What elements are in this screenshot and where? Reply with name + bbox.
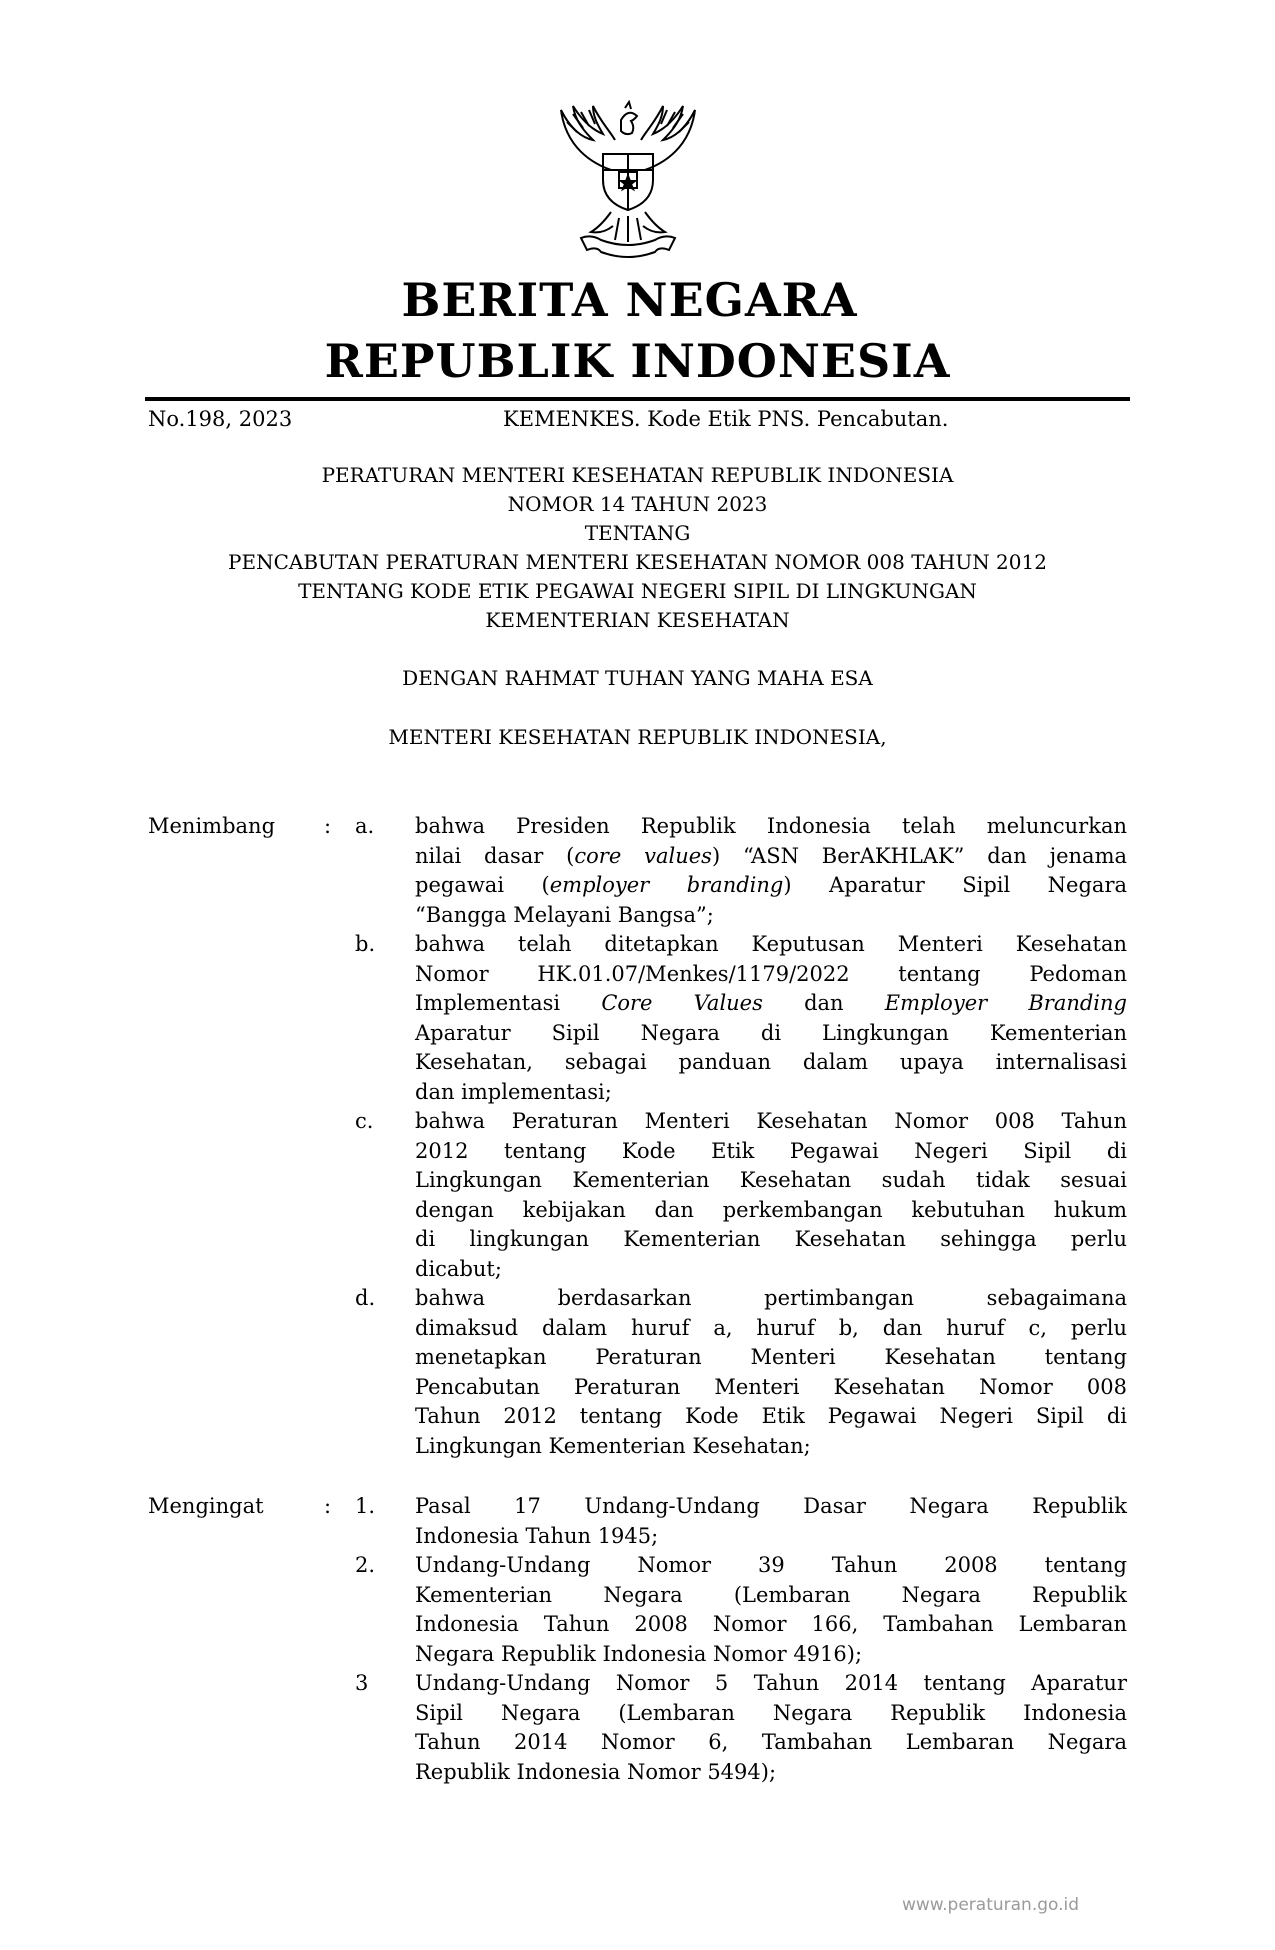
- item-marker: b.: [355, 932, 376, 956]
- item-marker: a.: [355, 814, 375, 838]
- footer-url[interactable]: www.peraturan.go.id: [902, 1895, 1080, 1915]
- garuda-emblem-icon: [553, 100, 703, 260]
- regulation-title-line: TENTANG: [584, 521, 691, 545]
- menimbang-item-d: bahwa berdasarkan pertimbangan sebagaimana dimaksud dalam huruf a, huruf b, dan huruf c, perlu menetapkan Peraturan Menteri Kesehatan tentang Pencabutan Peraturan Menteri Kesehatan Nomor 008 Tahun 2012 tentang Kode Etik Pegawai Negeri Sipil di Lingkungan Kementerian Kesehatan;: [415, 1286, 1127, 1458]
- menimbang-item-a: bahwa Presiden Republik Indonesia telah meluncurkan nilai dasar (core values) “ASN BerAKHLAK” dan jenama pegawai (employer branding) Aparatur Sipil Negara “Bangga Melayani Bangsa”;: [415, 814, 1127, 927]
- regulation-title-line: PENCABUTAN PERATURAN MENTERI KESEHATAN NOMOR 008 TAHUN 2012: [228, 550, 1047, 574]
- item-marker: 1.: [355, 1494, 376, 1518]
- gazette-number: No.198, 2023: [148, 407, 293, 431]
- item-marker: c.: [355, 1109, 374, 1133]
- mengingat-colon: :: [324, 1494, 332, 1518]
- regulation-title-line: NOMOR 14 TAHUN 2023: [507, 492, 768, 516]
- item-marker: d.: [355, 1286, 376, 1310]
- masthead-rule: [145, 397, 1130, 401]
- gazette-topic: KEMENKES. Kode Etik PNS. Pencabutan.: [503, 407, 949, 431]
- menimbang-item-b: bahwa telah ditetapkan Keputusan Menteri Kesehatan Nomor HK.01.07/Menkes/1179/2022 tentang Pedoman Implementasi Core Values dan Employer Branding Aparatur Sipil Negara di Lingkungan Kementerian Kesehatan, sebagai panduan dalam upaya internalisasi dan implementasi;: [415, 932, 1127, 1104]
- menimbang-label: Menimbang: [148, 814, 276, 838]
- mengingat-label: Mengingat: [148, 1494, 264, 1518]
- regulation-title-line: PERATURAN MENTERI KESEHATAN REPUBLIK INDONESIA: [321, 463, 954, 487]
- mengingat-item-1: Pasal 17 Undang-Undang Dasar Negara Republik Indonesia Tahun 1945;: [415, 1494, 1127, 1548]
- mengingat-item-2: Undang-Undang Nomor 39 Tahun 2008 tentang Kementerian Negara (Lembaran Negara Republik Indonesia Tahun 2008 Nomor 166, Tambahan Lembaran Negara Republik Indonesia Nomor 4916);: [415, 1553, 1127, 1666]
- invocation: DENGAN RAHMAT TUHAN YANG MAHA ESA: [402, 666, 873, 690]
- item-marker: 3: [355, 1671, 369, 1695]
- menimbang-item-c: bahwa Peraturan Menteri Kesehatan Nomor 008 Tahun 2012 tentang Kode Etik Pegawai Negeri Sipil di Lingkungan Kementerian Kesehatan sudah tidak sesuai dengan kebijakan dan perkembangan kebutuhan hukum di lingkungan Kementerian Kesehatan sehingga perlu dicabut;: [415, 1109, 1127, 1281]
- regulation-title-line: TENTANG KODE ETIK PEGAWAI NEGERI SIPIL DI LINGKUNGAN: [298, 579, 977, 603]
- minister-heading: MENTERI KESEHATAN REPUBLIK INDONESIA,: [388, 725, 887, 749]
- regulation-title-line: KEMENTERIAN KESEHATAN: [485, 608, 790, 632]
- masthead-title: BERITA NEGARA: [401, 273, 858, 327]
- masthead-subtitle: REPUBLIK INDONESIA: [324, 334, 951, 388]
- item-marker: 2.: [355, 1553, 376, 1577]
- mengingat-item-3: Undang-Undang Nomor 5 Tahun 2014 tentang Aparatur Sipil Negara (Lembaran Negara Republik Indonesia Tahun 2014 Nomor 6, Tambahan Lembaran Negara Republik Indonesia Nomor 5494);: [415, 1671, 1127, 1784]
- menimbang-colon: :: [324, 814, 332, 838]
